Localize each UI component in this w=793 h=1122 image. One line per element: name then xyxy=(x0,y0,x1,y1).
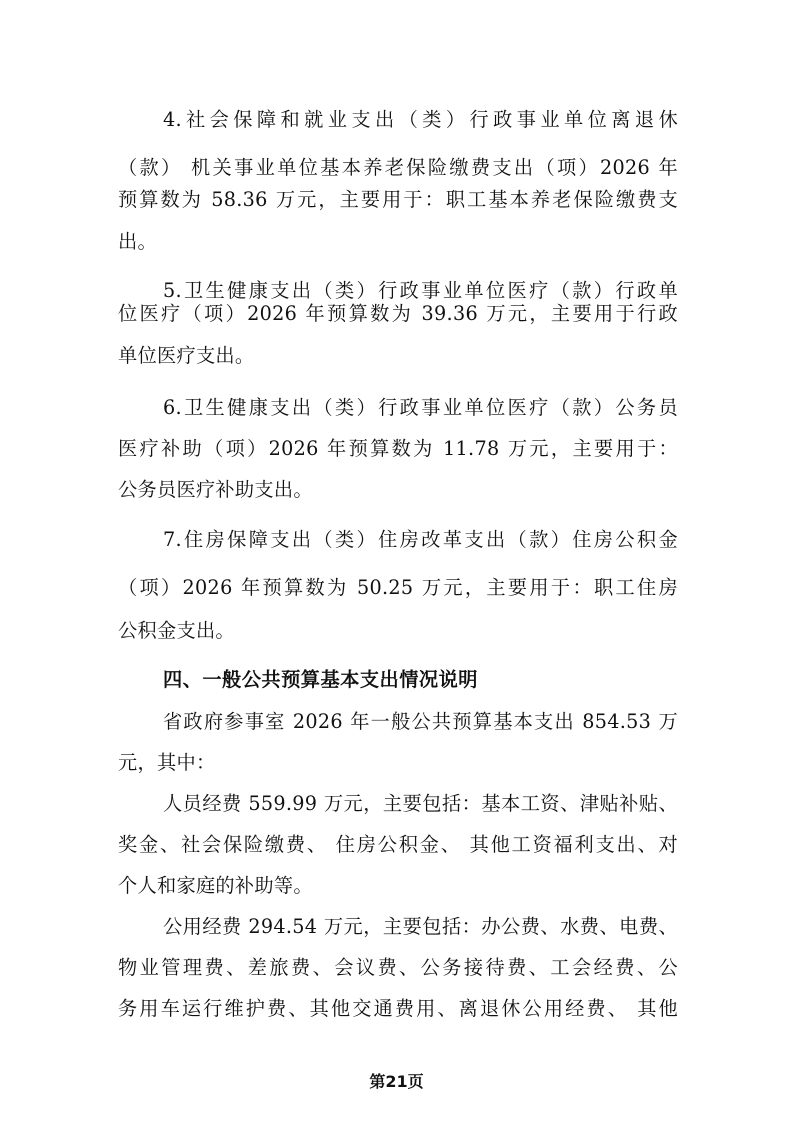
summary-line-1: 省政府参事室 2026 年一般公共预算基本支出 854.53 万 xyxy=(163,710,678,733)
page-number: 第21页 xyxy=(369,1072,424,1091)
paragraph-5-line-1: 5.卫生健康支出（类）行政事业单位医疗（款）行政单 xyxy=(163,279,678,302)
paragraph-7-line-3: 公积金支出。 xyxy=(118,619,235,642)
paragraph-4-line-4: 出。 xyxy=(118,230,157,253)
summary-line-2: 元，其中： xyxy=(118,751,216,774)
paragraph-7-line-2: （项）2026 年预算数为 50.25 万元，主要用于：职工住房 xyxy=(118,576,678,599)
paragraph-5-line-2: 位医疗（项）2026 年预算数为 39.36 万元，主要用于行政 xyxy=(118,302,678,325)
paragraph-5-line-3: 单位医疗支出。 xyxy=(118,344,255,367)
paragraph-6-line-1: 6.卫生健康支出（类）行政事业单位医疗（款）公务员 xyxy=(163,396,678,419)
public-funds-line-3: 务用车运行维护费、其他交通费用、离退休公用经费、 其他 xyxy=(118,997,678,1020)
paragraph-4-line-3: 预算数为 58.36 万元，主要用于：职工基本养老保险缴费支 xyxy=(118,188,678,211)
paragraph-7-line-1: 7.住房保障支出（类）住房改革支出（款）住房公积金 xyxy=(163,528,678,551)
personnel-line-1: 人员经费 559.99 万元，主要包括：基本工资、津贴补贴、 xyxy=(163,792,678,815)
public-funds-line-1: 公用经费 294.54 万元，主要包括：办公费、水费、电费、 xyxy=(163,915,678,938)
personnel-line-2: 奖金、社会保险缴费、 住房公积金、 其他工资福利支出、对 xyxy=(118,833,678,856)
personnel-line-3: 个人和家庭的补助等。 xyxy=(118,874,313,897)
paragraph-6-line-3: 公务员医疗补助支出。 xyxy=(118,478,313,501)
section-heading-basic-expenditure: 四、一般公共预算基本支出情况说明 xyxy=(163,668,478,691)
paragraph-6-line-2: 医疗补助（项）2026 年预算数为 11.78 万元，主要用于： xyxy=(118,437,678,460)
paragraph-4-line-2: （款） 机关事业单位基本养老保险缴费支出（项）2026 年 xyxy=(118,156,678,179)
paragraph-4-line-1: 4.社会保障和就业支出（类）行政事业单位离退休 xyxy=(163,108,678,131)
public-funds-line-2: 物业管理费、差旅费、会议费、公务接待费、工会经费、公 xyxy=(118,956,678,979)
